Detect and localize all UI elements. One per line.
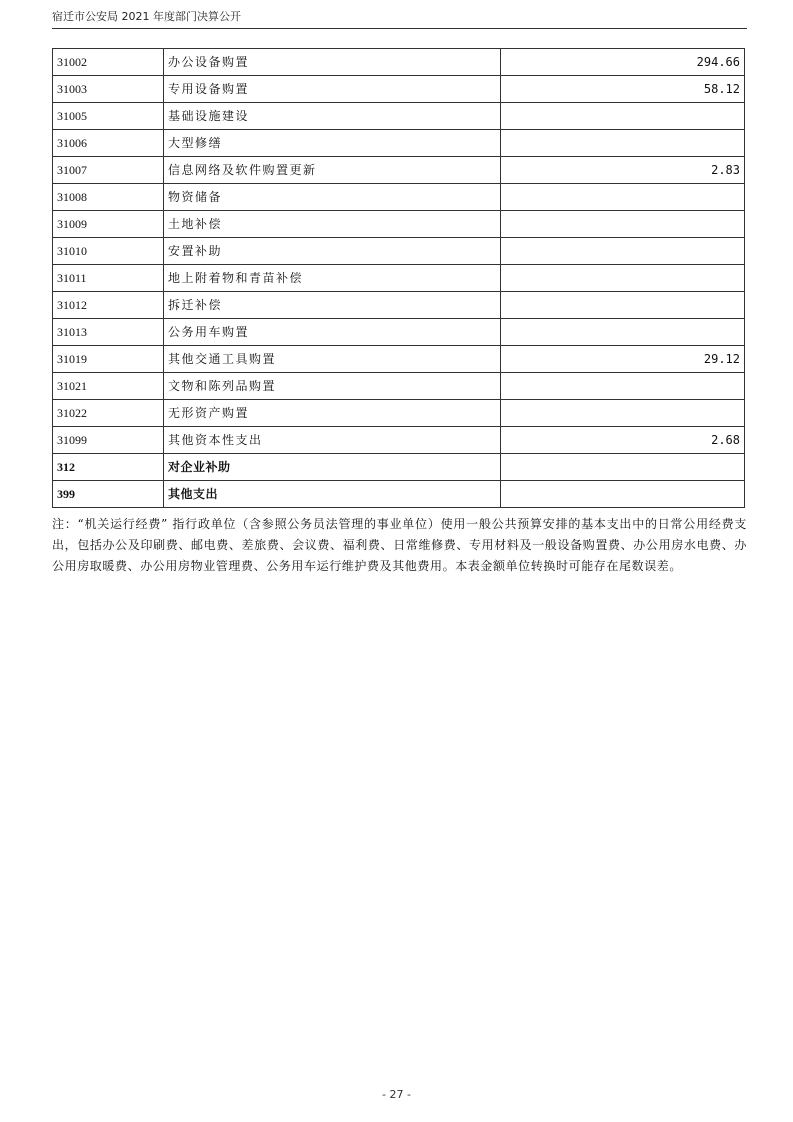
row-amount: 58.12 [501, 76, 745, 103]
expenditure-table [52, 48, 745, 508]
table-row [53, 76, 745, 103]
table-row [53, 346, 745, 373]
row-name: 无形资产购置 [164, 400, 501, 427]
table-row [53, 292, 745, 319]
table-row [53, 157, 745, 184]
row-name: 物资储备 [164, 184, 501, 211]
row-amount [501, 238, 745, 265]
row-code: 31021 [53, 373, 164, 400]
table-row [53, 373, 745, 400]
row-amount: 29.12 [501, 346, 745, 373]
header-title: 宿迁市公安局 2021 年度部门决算公开 [52, 10, 241, 23]
row-amount [501, 265, 745, 292]
row-code: 31013 [53, 319, 164, 346]
row-amount [501, 130, 745, 157]
row-name: 其他资本性支出 [164, 427, 501, 454]
row-code: 312 [53, 454, 164, 481]
table-row [53, 400, 745, 427]
row-code: 31006 [53, 130, 164, 157]
row-name: 基础设施建设 [164, 103, 501, 130]
row-amount: 2.68 [501, 427, 745, 454]
row-amount [501, 373, 745, 400]
row-name: 文物和陈列品购置 [164, 373, 501, 400]
row-code: 31009 [53, 211, 164, 238]
row-name: 其他支出 [164, 481, 501, 508]
table-row [53, 184, 745, 211]
table-note [52, 514, 747, 577]
table-row-category [53, 481, 745, 508]
row-name: 办公设备购置 [164, 49, 501, 76]
table-row [53, 211, 745, 238]
table-row [53, 49, 745, 76]
row-amount: 294.66 [501, 49, 745, 76]
row-code: 399 [53, 481, 164, 508]
expenditure-table-body [53, 49, 745, 508]
row-name: 其他交通工具购置 [164, 346, 501, 373]
row-code: 31012 [53, 292, 164, 319]
row-code: 31005 [53, 103, 164, 130]
table-row [53, 427, 745, 454]
row-code: 31099 [53, 427, 164, 454]
row-name: 对企业补助 [164, 454, 501, 481]
row-name: 地上附着物和青苗补偿 [164, 265, 501, 292]
row-amount [501, 292, 745, 319]
row-name: 拆迁补偿 [164, 292, 501, 319]
page-number: - 27 - [382, 1088, 411, 1101]
row-code: 31019 [53, 346, 164, 373]
row-code: 31010 [53, 238, 164, 265]
row-code: 31008 [53, 184, 164, 211]
row-amount [501, 400, 745, 427]
row-code: 31003 [53, 76, 164, 103]
row-amount: 2.83 [501, 157, 745, 184]
page-header [52, 10, 747, 29]
row-amount [501, 319, 745, 346]
row-code: 31007 [53, 157, 164, 184]
note-text: 注：“机关运行经费” 指行政单位（含参照公务员法管理的事业单位）使用一般公共预算安排的基本支出中的日常公用经费支出，包括办公及印刷费、邮电费、差旅费、会议费、福利费、日常维修费、专用材料及一般设备购置费、办公用房水电费、办公用房取暖费、办公用房物业管理费、公务用车运行维护费及其他费用。本表金额单位转换时可能存在尾数误差。 [52, 517, 747, 573]
row-name: 大型修缮 [164, 130, 501, 157]
row-name: 信息网络及软件购置更新 [164, 157, 501, 184]
row-code: 31011 [53, 265, 164, 292]
table-row [53, 130, 745, 157]
row-name: 土地补偿 [164, 211, 501, 238]
table-row [53, 238, 745, 265]
row-code: 31022 [53, 400, 164, 427]
row-code: 31002 [53, 49, 164, 76]
row-name: 安置补助 [164, 238, 501, 265]
row-name: 公务用车购置 [164, 319, 501, 346]
row-name: 专用设备购置 [164, 76, 501, 103]
row-amount [501, 481, 745, 508]
row-amount [501, 211, 745, 238]
row-amount [501, 184, 745, 211]
table-row [53, 265, 745, 292]
table-row [53, 319, 745, 346]
table-row [53, 103, 745, 130]
row-amount [501, 103, 745, 130]
row-amount [501, 454, 745, 481]
table-row-category [53, 454, 745, 481]
